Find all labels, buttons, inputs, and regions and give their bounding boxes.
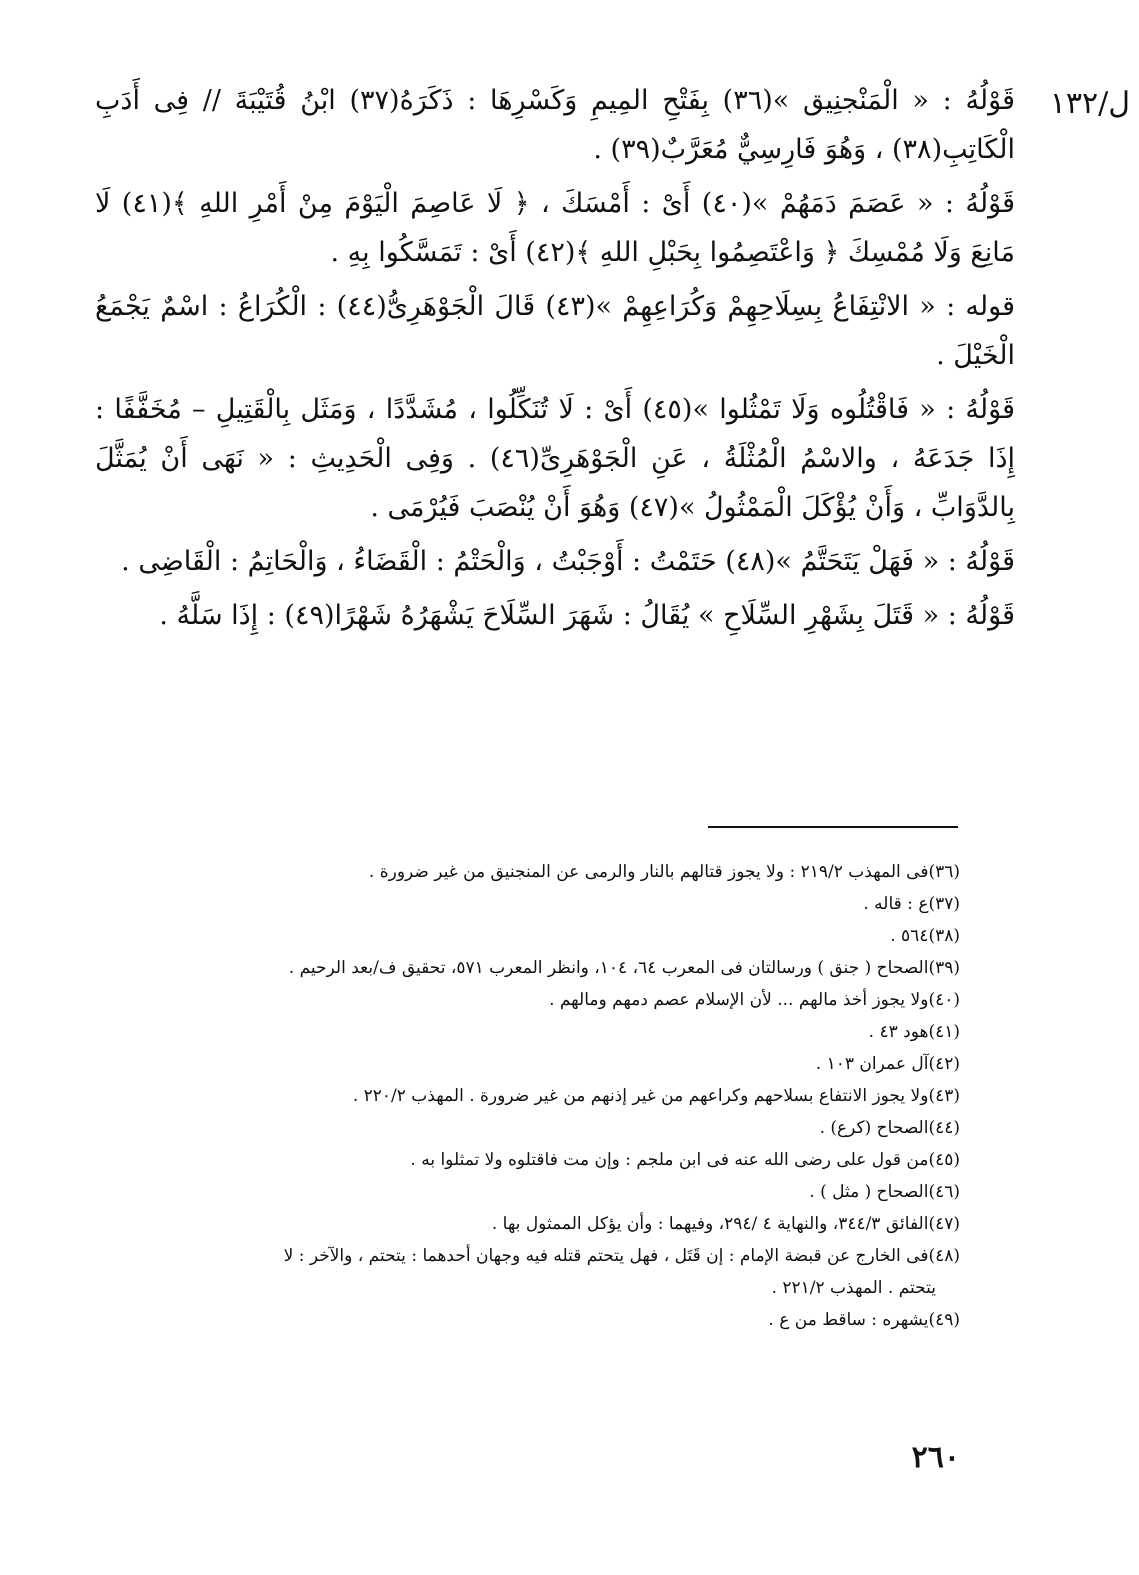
paragraph-manjaniq: قَوْلُهُ : « الْمَنْجنِيق »(٣٦) بِفَتْحِ المِيمِ وَكَسْرِهَا : ذَكَرَهُ(٣٧) ابْنُ قُتَيْبَةَ // فِى أَدَبِ الْكَاتِبِ(٣٨) ، وَهُوَ فَارِسِيٌّ مُعَرَّبٌ(٣٩) . (95, 85, 1015, 165)
margin-reference: ل/١٣٢ (1049, 86, 1130, 121)
footnote-39: (٣٩)الصحاح ( جنق ) ورسالتان فى المعرب ٦٤، ١٠٤، وانظر المعرب ٥٧١، تحقيق ف/بعد الرحيم . (288, 958, 960, 978)
footnote-40: (٤٠)ولا يجوز أخذ مالهم ... لأن الإسلام عصم دمهم ومالهم . (549, 990, 960, 1010)
paragraph-shahr-silah: قَوْلُهُ : « قَتَلَ بِشَهْرِ السِّلَاحِ » يُقَالُ : شَهَرَ السِّلَاحَ يَشْهَرُهُ شَهْرًا(٤٩) : إِذَا سَلَّهُ . (159, 600, 1015, 631)
footnote-45: (٤٥)من قول على رضى الله عنه فى ابن ملجم : وإن مت فاقتلوه ولا تمثلوا به . (410, 1150, 960, 1170)
footnote-42: (٤٢)آل عمران ١٠٣ . (815, 1054, 960, 1074)
main-text (95, 76, 1015, 645)
paragraph-asama: قَوْلُهُ : « عَصَمَ دَمَهُمْ »(٤٠) أَىْ : أَمْسَكَ ، ﴿ لَا عَاصِمَ الْيَوْمَ مِنْ أَمْرِ اللهِ ﴾(٤١) لَا مَانِعَ وَلَا مُمْسِكَ ﴿ وَاعْتَصِمُوا بِحَبْلِ اللهِ ﴾(٤٢) أَىْ : تَمَسَّكُوا بِهِ . (95, 188, 1015, 268)
footnote-47: (٤٧)الفائق ٣٤٤/٣، والنهاية ٤ /٢٩٤، وفيهما : وأن يؤكل الممثول بها . (491, 1214, 960, 1234)
paragraph-intifa: قوله : « الانْتِفَاعُ بِسِلَاحِهِمْ وَكُرَاعِهِمْ »(٤٣) قَالَ الْجَوْهَرِىُّ(٤٤) : الْكُرَاعُ : اسْمٌ يَجْمَعُ الْخَيْلَ . (95, 291, 1015, 371)
footnote-46: (٤٦)الصحاح ( مثل ) . (809, 1182, 960, 1202)
footnote-43: (٤٣)ولا يجوز الانتفاع بسلاحهم وكراعهم من غير إذنهم من غير ضرورة . المهذب ٢٢٠/٢ . (352, 1086, 960, 1106)
footnote-37: (٣٧)ع : قاله . (863, 894, 960, 914)
footnote-48-continued: يتحتم . المهذب ٢٢١/٢ . (771, 1278, 936, 1298)
paragraph-faqtuluh: قَوْلُهُ : « فَاقْتُلُوه وَلَا تَمْثُلوا »(٤٥) أَىْ : لَا تُنَكِّلُوا ، مُشَدَّدًا ، وَمَثَل بِالْقَتِيلِ – مُخَفَّفًا : إِذَا جَدَعَهُ ، والاسْمُ الْمُثْلَةُ ، عَنِ الْجَوْهَرِىِّ(٤٦) . وَفِى الْحَدِيثِ : « نَهَى أَنْ يُمَثَّلَ بِالدَّوَابِّ ، وَأَنْ يُؤْكَلَ الْمَمْثُولُ »(٤٧) وَهُوَ أَنْ يُنْصَبَ فَيُرْمَى . (95, 394, 1016, 523)
footnote-38: (٣٨)٥٦٤ . (890, 926, 960, 946)
footnote-41: (٤١)هود ٤٣ . (868, 1022, 960, 1042)
footnotes (120, 856, 960, 1336)
footnote-44: (٤٤)الصحاح (كرع) . (819, 1118, 960, 1138)
footnote-36: (٣٦)فى المهذب ٢١٩/٢ : ولا يجوز قتالهم بالنار والرمى عن المنجنيق من غير ضرورة . (368, 862, 960, 882)
footnote-49: (٤٩)يشهره : ساقط من ع . (768, 1310, 960, 1330)
footnote-separator (708, 826, 958, 828)
footnote-48: (٤٨)فى الخارج عن قبضة الإمام : إن قَتَل ، فهل يتحتم قتله فيه وجهان أحدهما : يتحتم ، والآخر : لا (283, 1246, 960, 1266)
page-number: ٢٦٠ (911, 1440, 960, 1475)
paragraph-yatahattam: قَوْلُهُ : « فَهَلْ يَتَحَتَّمُ »(٤٨) حَتَمْتُ : أَوْجَبْتُ ، وَالْحَتْمُ : الْقَضَاءُ ، وَالْحَاتِمُ : الْقَاضِى . (121, 546, 1015, 577)
